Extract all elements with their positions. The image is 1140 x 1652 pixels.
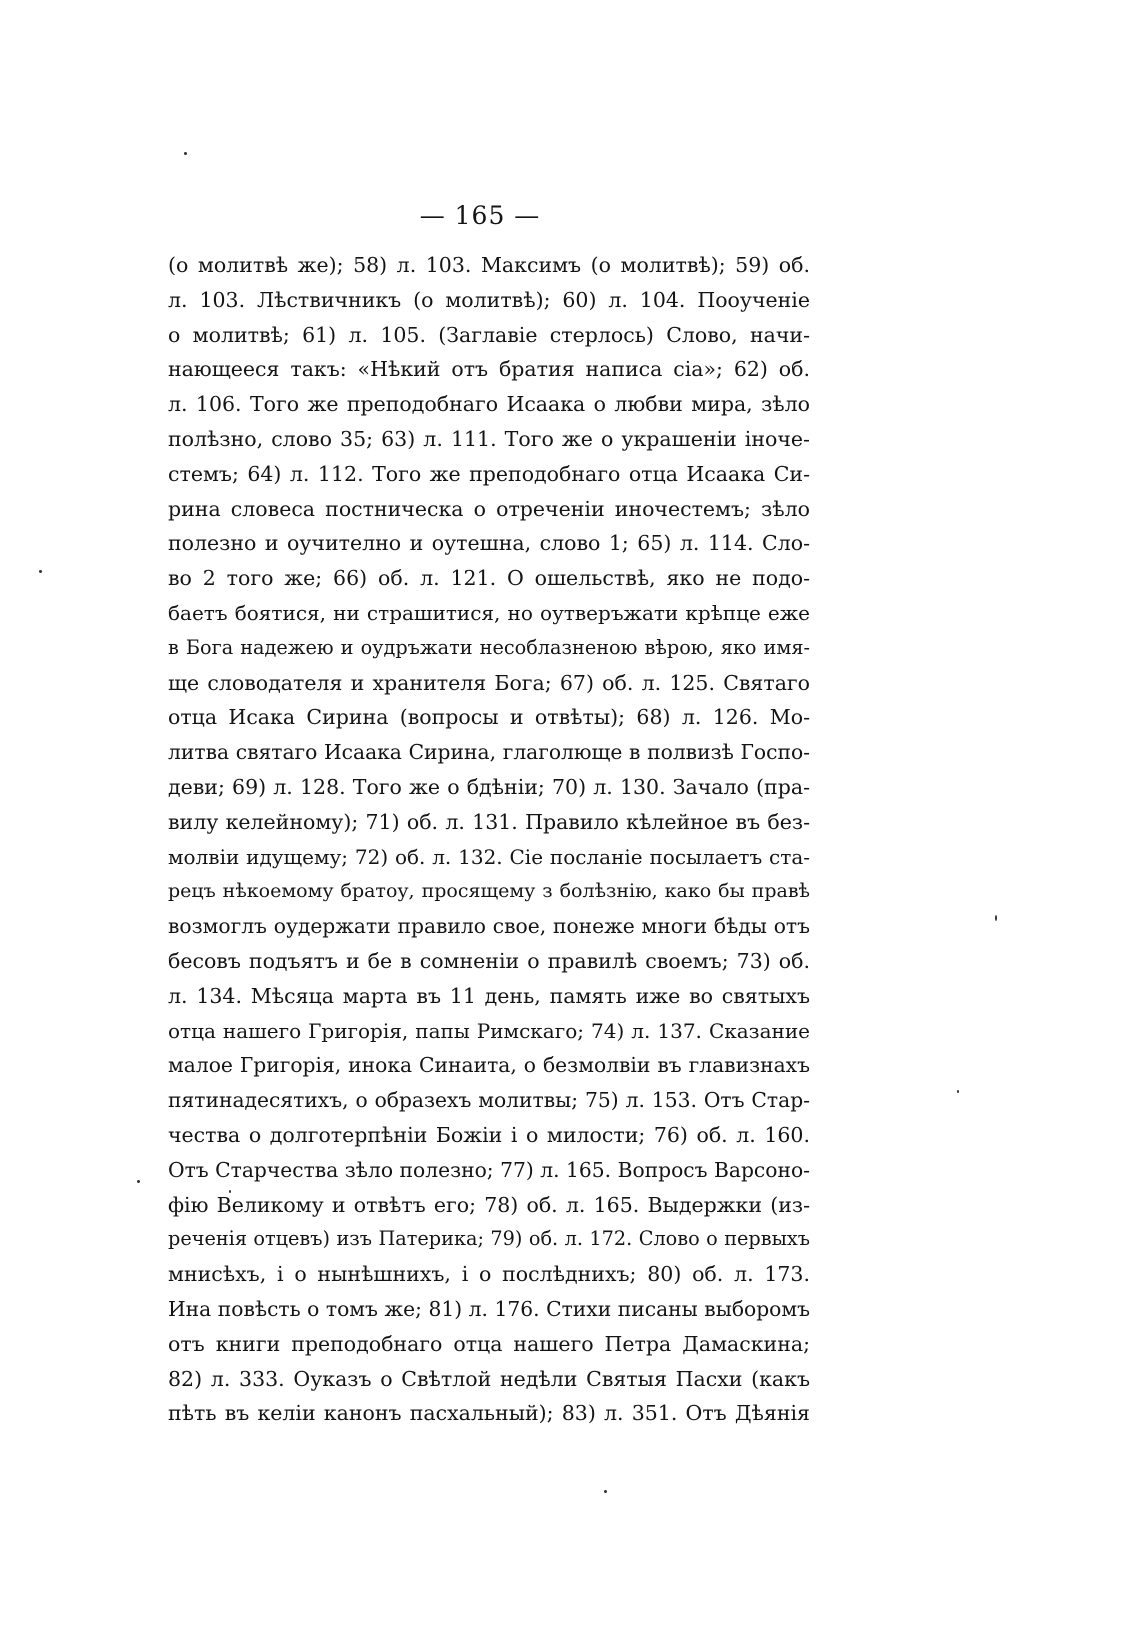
text-line: пѣть въ келіи канонъ пасхальный); 83) л. 351. Отъ Дѣянія	[168, 1401, 810, 1426]
scan-speck	[137, 1180, 140, 1183]
text-line: л. 103. Лѣствичникъ (о молитвѣ); 60) л. 104. Пооученіе	[168, 287, 810, 312]
text-line: отъ книги преподобнаго отца нашего Петра Дамаскина;	[168, 1331, 810, 1356]
text-line: бесовъ подъятъ и бе в сомненіи о правилѣ своемъ; 73) об.	[168, 948, 810, 973]
text-line: (о молитвѣ же); 58) л. 103. Максимъ (о молитвѣ); 59) об.	[168, 253, 810, 277]
text-line: чества о долготерпѣніи Божіи і о милости; 76) об. л. 160.	[168, 1122, 810, 1147]
text-line: отца нашего Григорія, папы Римскаго; 74) л. 137. Сказание	[168, 1018, 810, 1043]
text-line: полѣзно, слово 35; 63) л. 111. Того же о украшеніи іноче-	[168, 426, 810, 451]
text-line: фію Великому и отвѣтъ его; 78) об. л. 165. Выдержки (из-	[168, 1192, 810, 1217]
text-line: полезно и оучително и оутешна, слово 1; 65) л. 114. Сло-	[168, 531, 810, 556]
text-line: 82) л. 333. Оуказъ о Свѣтлой недѣли Святыя Пасхи (какъ	[168, 1366, 810, 1391]
text-line: в Бога надежею и оудръжати несоблазненою вѣрою, яко имя-	[168, 635, 810, 659]
text-line: л. 106. Того же преподобнаго Исаака о любви мира, зѣло	[168, 392, 810, 417]
text-line: молвіи идущему; 72) об. л. 132. Сіе посланіе посылаетъ ста-	[168, 844, 810, 869]
text-line: Отъ Старчества зѣло полезно; 77) л. 165. Вопросъ Варсоно-	[168, 1157, 810, 1182]
body-text	[168, 248, 810, 1431]
scan-speck	[229, 1190, 231, 1193]
scan-speck	[957, 1090, 959, 1093]
text-line: пятинадесятихъ, о образехъ молитвы; 75) л. 153. Отъ Стар-	[168, 1088, 810, 1113]
text-line: малое Григорія, инока Синаита, о безмолвіи въ главизнахъ	[168, 1053, 810, 1078]
scan-speck	[184, 152, 187, 155]
text-line: стемъ; 64) л. 112. Того же преподобнаго отца Исаака Си-	[168, 461, 810, 486]
text-line: л. 134. Мѣсяца марта въ 11 день, память иже во святыхъ	[168, 983, 810, 1008]
text-line: во 2 того же; 66) об. л. 121. О ошельствѣ, яко не подо-	[168, 566, 810, 591]
text-line: вилу келейному); 71) об. л. 131. Правило кѣлейное въ без-	[168, 809, 810, 834]
text-line: реченія отцевъ) изъ Патерика; 79) об. л. 172. Слово о первыхъ	[168, 1227, 810, 1251]
text-line: мнисѣхъ, і о нынѣшнихъ, і о послѣднихъ; 80) об. л. 173.	[168, 1262, 810, 1287]
scan-speck	[604, 1490, 607, 1493]
text-line: о молитвѣ; 61) л. 105. (Заглавіе стерлось) Слово, начи-	[168, 322, 810, 347]
page-number: — 165 —	[419, 201, 541, 230]
scan-speck	[995, 915, 997, 921]
text-line: возмоглъ оудержати правило свое, понеже многи бѣды отъ	[168, 914, 810, 939]
text-line: рецъ нѣкоемому братоу, просящему з болѣзнію, како бы правѣ	[168, 880, 810, 903]
scan-speck	[39, 570, 42, 573]
text-line: нающееся такъ: «Нѣкий отъ братия написа сіа»; 62) об.	[168, 357, 810, 382]
text-line: деви; 69) л. 128. Того же о бдѣніи; 70) л. 130. Зачало (пра-	[168, 774, 810, 799]
text-line: баетъ боятися, ни страшитися, но оутверъжати крѣпце еже	[168, 600, 810, 625]
text-line: литва святаго Исаака Сирина, глаголюще в полвизѣ Госпо-	[168, 740, 810, 765]
text-line: ще словодателя и хранителя Бога; 67) об. л. 125. Святаго	[168, 670, 810, 695]
text-line: рина словеса постническа о отреченіи иночестемъ; зѣло	[168, 496, 810, 521]
text-line: Ина повѣсть о томъ же; 81) л. 176. Стихи писаны выборомъ	[168, 1296, 810, 1321]
text-line: отца Исака Сирина (вопросы и отвѣты); 68) л. 126. Мо-	[168, 705, 810, 730]
